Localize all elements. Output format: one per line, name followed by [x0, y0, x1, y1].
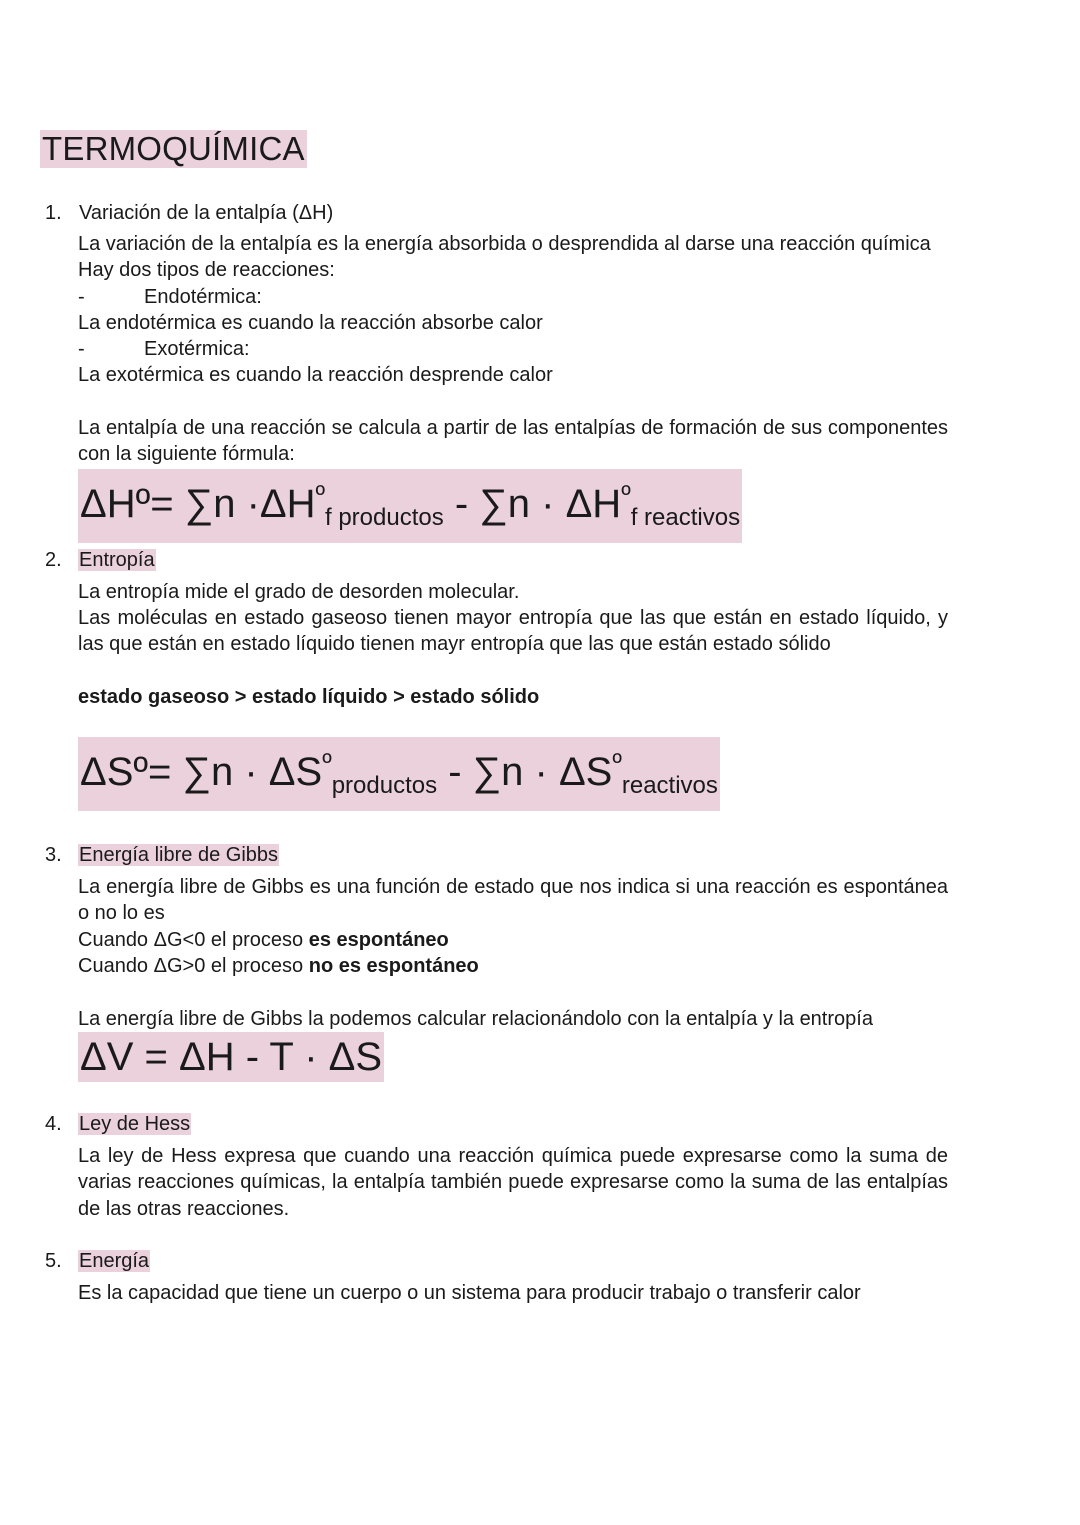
section-number: 2.	[45, 549, 62, 571]
paragraph: La energía libre de Gibbs es una función de estado que nos indica si una reacción es espontánea o no lo es	[78, 876, 948, 925]
section-title: Energía libre de Gibbs	[79, 844, 279, 866]
section-3-heading	[45, 842, 279, 868]
paragraph: Hay dos tipos de reacciones:	[78, 259, 335, 282]
section-2-heading	[45, 547, 156, 573]
paragraph: La endotérmica es cuando la reacción absorbe calor	[78, 311, 543, 334]
section-5-heading	[45, 1248, 150, 1274]
enthalpy-formula: ΔHº= $\sum n \cdot\Delta H^º_{f productos} - \sum n \cdot \Delta H^º_{f reactivos}$	[78, 469, 742, 543]
paragraph: La energía libre de Gibbs la podemos calcular relacionándolo con la entalpía y la entropía	[78, 1008, 873, 1030]
section-title: Energía	[79, 1250, 150, 1272]
states-order: estado gaseoso > estado líquido > estado sólido	[78, 686, 540, 708]
section-number: 4.	[45, 1113, 62, 1135]
list-item-label: Endotérmica:	[144, 285, 262, 308]
section-1-heading	[45, 200, 334, 226]
condition-line: Cuando ΔG<0 el proceso es espontáneo	[78, 929, 449, 951]
bullet-dash: -	[78, 285, 85, 308]
section-number: 3.	[45, 844, 62, 866]
paragraph: La ley de Hess expresa que cuando una reacción química puede expresarse como la suma de varias reacciones químicas, la entalpía también puede expresarse como la suma de las entalpías de las otras reacciones.	[78, 1145, 948, 1220]
paragraph: La variación de la entalpía es la energía absorbida o desprendida al darse una reacción química	[78, 233, 931, 255]
list-item	[78, 336, 948, 362]
section-title: Variación de la entalpía (ΔH)	[79, 202, 334, 224]
section-4-heading	[45, 1111, 191, 1137]
list-item	[78, 284, 948, 310]
section-title: Entropía	[79, 549, 155, 571]
entropy-formula: ΔSº= $\sum n \cdot \Delta S^º_{productos} - \sum n \cdot \Delta S^º_{reactivos}$	[78, 737, 720, 811]
paragraph: La entropía mide el grado de desorden molecular.	[78, 581, 520, 603]
paragraph: Es la capacidad que tiene un cuerpo o un sistema para producir trabajo o transferir calor	[78, 1282, 861, 1304]
section-1-body	[78, 231, 948, 389]
paragraph: La exotérmica es cuando la reacción desprende calor	[78, 364, 553, 387]
page-title: TERMOQUÍMICA	[42, 130, 305, 167]
paragraph: Las moléculas en estado gaseoso tienen mayor entropía que las que están en estado líquido, y las que están en estado líquido tienen mayr entropía que las que están estado sólido	[78, 607, 948, 656]
paragraph: La entalpía de una reacción se calcula a partir de las entalpías de formación de sus componentes con la siguiente fórmula:	[78, 417, 948, 466]
list-item-label: Exotérmica:	[144, 338, 250, 361]
gibbs-conditions	[78, 927, 948, 980]
bullet-dash: -	[78, 338, 85, 361]
gibbs-formula: ΔV = ΔH - T · ΔS	[78, 1032, 384, 1082]
condition-line: Cuando ΔG>0 el proceso no es espontáneo	[78, 955, 479, 978]
section-number: 1.	[45, 202, 62, 224]
section-number: 5.	[45, 1250, 62, 1272]
section-title: Ley de Hess	[79, 1113, 191, 1135]
